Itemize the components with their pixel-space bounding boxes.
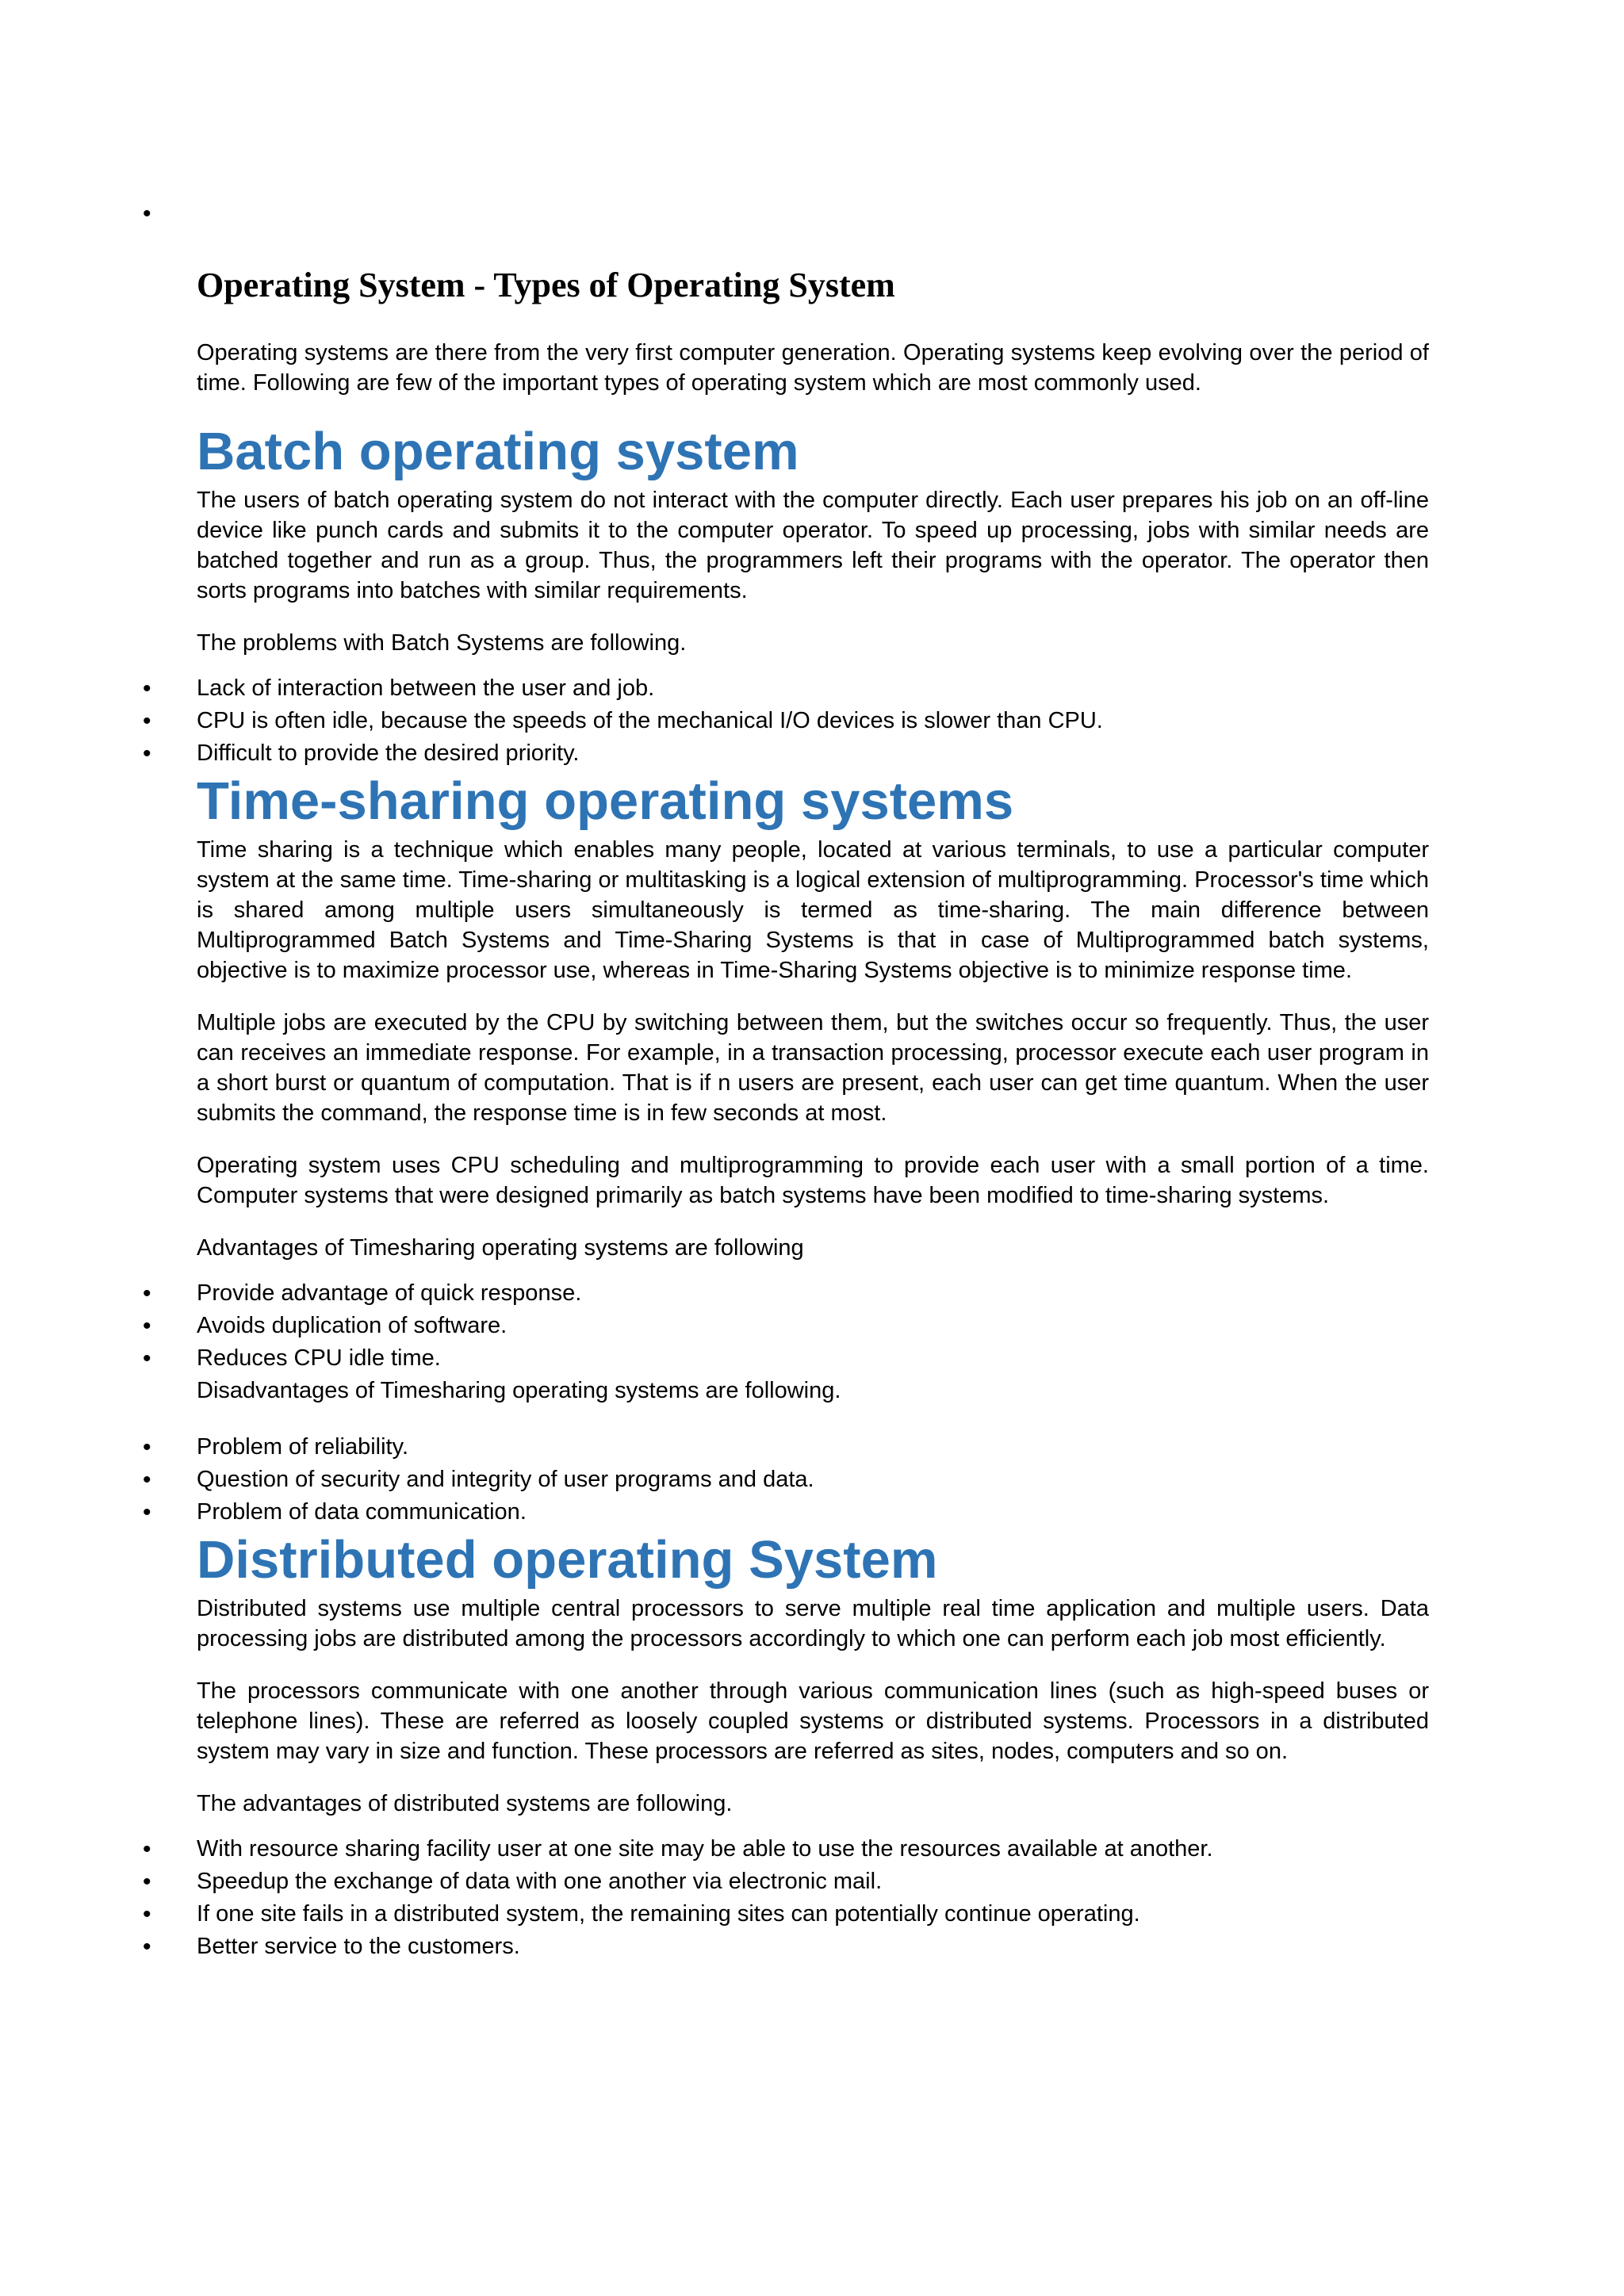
bullet-icon: • bbox=[143, 1869, 151, 1895]
bullet-icon: • bbox=[143, 1345, 151, 1372]
section-batch-os bbox=[143, 420, 1429, 770]
bullet-icon: • bbox=[143, 1836, 151, 1862]
list-item: • Provide advantage of quick response. bbox=[197, 1277, 1429, 1310]
list-item: • With resource sharing facility user at one site may be able to use the resources available at another. bbox=[197, 1833, 1429, 1866]
list-item: • Problem of data communication. bbox=[197, 1496, 1429, 1529]
list-item: • Lack of interaction between the user and job. bbox=[197, 672, 1429, 705]
list-item: • Problem of reliability. bbox=[197, 1431, 1429, 1464]
section-time-sharing-os bbox=[143, 770, 1429, 1529]
list-item: • Avoids duplication of software. bbox=[197, 1310, 1429, 1342]
list-item: • Speedup the exchange of data with one another via electronic mail. bbox=[197, 1866, 1429, 1898]
list-item: • CPU is often idle, because the speeds of the mechanical I/O devices is slower than CPU. bbox=[197, 705, 1429, 737]
bullet-icon: • bbox=[143, 1901, 151, 1927]
paragraph: Advantages of Timesharing operating systems are following bbox=[197, 1235, 804, 1261]
paragraph: Operating system uses CPU scheduling and multiprogramming to provide each user with a small portion of a time. Computer systems that were designed primarily as batch systems have been modified to time-sharing systems. bbox=[197, 1153, 1429, 1208]
bullet-list bbox=[143, 672, 1429, 770]
advantages-list bbox=[143, 1277, 1429, 1407]
document-content bbox=[143, 263, 1429, 1963]
paragraph: The users of batch operating system do not interact with the computer directly. Each user prepares his job on an off-line device like punch cards and submits it to the computer operator. To speed up processing, jobs with similar needs are batched together and run as a group. Thus, the programmers left their programs with the operator. The operator then sorts programs into batches with similar requirements. bbox=[197, 488, 1429, 603]
paragraph: The advantages of distributed systems are following. bbox=[197, 1791, 733, 1816]
bullet-icon: • bbox=[143, 1467, 151, 1493]
list-bullet: • bbox=[143, 201, 151, 227]
list-item: • Reduces CPU idle time. Disadvantages of Timesharing operating systems are following. bbox=[197, 1342, 1429, 1407]
disadvantages-list bbox=[143, 1431, 1429, 1529]
paragraph: Distributed systems use multiple central processors to serve multiple real time application and multiple users. Data processing jobs are distributed among the processors accordingly to which one can perform each job most efficiently. bbox=[197, 1596, 1429, 1651]
document-title: Operating System - Types of Operating System bbox=[197, 266, 895, 304]
section-heading: Distributed operating System bbox=[197, 1530, 938, 1590]
intro-paragraph: Operating systems are there from the very first computer generation. Operating systems keep evolving over the period of time. Following are few of the important types of operating system which are most commonly used. bbox=[197, 340, 1429, 396]
bullet-icon: • bbox=[143, 1934, 151, 1960]
list-item: • Better service to the customers. bbox=[197, 1931, 1429, 1963]
bullet-icon: • bbox=[143, 1280, 151, 1307]
section-heading: Batch operating system bbox=[197, 422, 799, 481]
bullet-icon: • bbox=[143, 708, 151, 734]
list-item: • Question of security and integrity of user programs and data. bbox=[197, 1464, 1429, 1496]
bullet-icon: • bbox=[143, 740, 151, 767]
disadvantages-intro: Disadvantages of Timesharing operating systems are following. bbox=[197, 1378, 841, 1403]
list-item: • If one site fails in a distributed system, the remaining sites can potentially continue operating. bbox=[197, 1898, 1429, 1931]
section-heading: Time-sharing operating systems bbox=[197, 771, 1014, 831]
paragraph: The processors communicate with one another through various communication lines (such as high-speed buses or telephone lines). These are referred as loosely coupled systems or distributed systems. Processors in a distributed system may vary in size and function. These processors are referred as sites, nodes, computers and so on. bbox=[197, 1678, 1429, 1764]
paragraph: Multiple jobs are executed by the CPU by switching between them, but the switches occur so frequently. Thus, the user can receives an immediate response. For example, in a transaction processing, processor execute each user program in a short burst or quantum of computation. That is if n users are present, each user can get time quantum. When the user submits the command, the response time is in few seconds at most. bbox=[197, 1010, 1429, 1126]
advantages-list bbox=[143, 1833, 1429, 1963]
paragraph: Time sharing is a technique which enables many people, located at various terminals, to use a particular computer system at the same time. Time-sharing or multitasking is a logical extension of multiprogramming. Processor's time which is shared among multiple users simultaneously is termed as time-sharing. The main difference between Multiprogrammed Batch Systems and Time-Sharing Systems is that in case of Multiprogrammed batch systems, objective is to maximize processor use, whereas in Time-Sharing Systems objective is to minimize response time. bbox=[197, 837, 1429, 983]
bullet-icon: • bbox=[143, 1499, 151, 1525]
list-item: • Difficult to provide the desired priority. bbox=[197, 737, 1429, 770]
bullet-icon: • bbox=[143, 1434, 151, 1460]
bullet-icon: • bbox=[143, 1313, 151, 1339]
section-distributed-os bbox=[143, 1529, 1429, 1963]
paragraph: The problems with Batch Systems are following. bbox=[197, 630, 687, 656]
bullet-icon: • bbox=[143, 675, 151, 702]
